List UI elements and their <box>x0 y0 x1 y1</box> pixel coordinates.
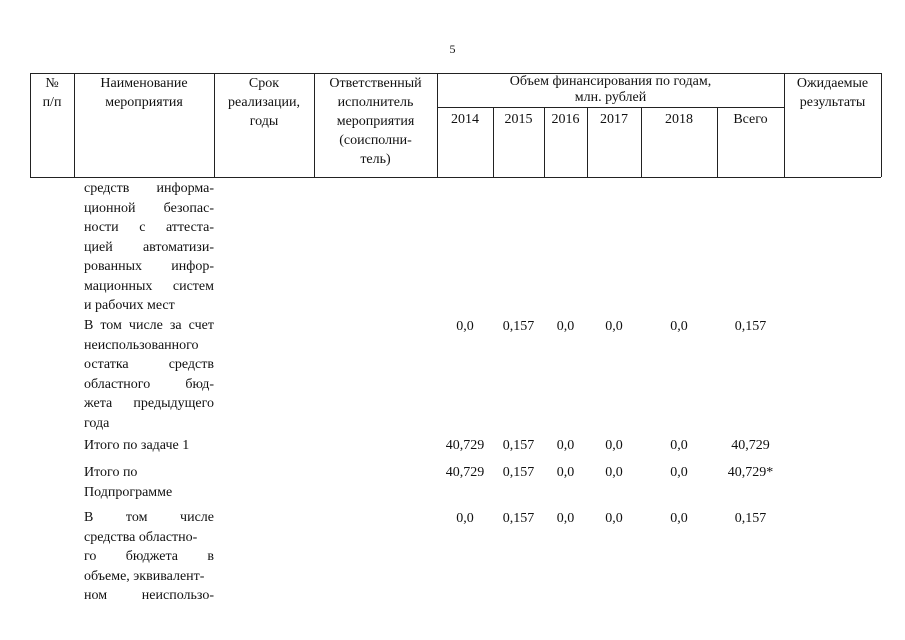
row-value: 0,0 <box>556 438 575 453</box>
header-num: № п/п <box>42 76 62 110</box>
header-total: Всего <box>733 112 768 127</box>
row-value: 0,0 <box>456 319 474 334</box>
row-value: 0,0 <box>456 511 474 526</box>
row-description: Итого по Подпрограмме <box>84 465 173 500</box>
header-name: Наименование мероприятия <box>100 76 188 110</box>
row-value: 0,157 <box>502 511 535 526</box>
row-total: 40,729* <box>727 465 774 480</box>
row-value: 0,0 <box>670 319 688 334</box>
row-value: 40,729 <box>445 438 485 453</box>
row-value: 0,0 <box>670 511 688 526</box>
row-value: 0,157 <box>502 465 535 480</box>
row-value: 40,729 <box>445 465 485 480</box>
row-value: 0,0 <box>556 465 575 480</box>
header-col-border <box>881 73 882 177</box>
header-year: 2018 <box>665 112 693 127</box>
row-description: средств информа- ционной безопас- ности с аттеста- цией автоматизи- рованных инфор- мационных систем и рабочих мест <box>84 181 214 313</box>
row-value: 0,157 <box>502 438 535 453</box>
row-total: 0,157 <box>734 511 767 526</box>
header-year: 2017 <box>600 112 628 127</box>
header-year-divider <box>437 107 784 108</box>
header-term: Срок реализации, годы <box>228 76 300 129</box>
row-value: 0,0 <box>670 438 688 453</box>
header-responsible: Ответственный исполнитель мероприятия (соисполни- тель) <box>329 76 422 167</box>
page-number: 5 <box>449 42 456 56</box>
header-bottom-border <box>30 177 881 178</box>
row-total: 40,729 <box>731 438 770 453</box>
row-value: 0,0 <box>605 319 623 334</box>
row-value: 0,0 <box>556 511 575 526</box>
row-description: В том числе за счет неиспользованного остатка средств областного бюд- жета предыдущего года <box>84 318 214 431</box>
header-year: 2016 <box>551 112 580 127</box>
header-year: 2014 <box>451 112 479 127</box>
row-value: 0,0 <box>605 438 623 453</box>
row-value: 0,157 <box>502 319 535 334</box>
row-description: Итого по задаче 1 <box>84 438 190 453</box>
row-value: 0,0 <box>605 465 623 480</box>
header-year: 2015 <box>504 112 533 127</box>
header-results: Ожидаемые результаты <box>796 76 869 110</box>
row-total: 0,157 <box>734 319 767 334</box>
header-funding: Объем финансирования по годам, млн. рублей <box>509 74 712 105</box>
row-description: В том числе средства областно- го бюджета в объеме, эквивалент- ном неиспользо- <box>84 510 214 603</box>
row-value: 0,0 <box>670 465 688 480</box>
row-value: 0,0 <box>605 511 623 526</box>
row-value: 0,0 <box>556 319 575 334</box>
